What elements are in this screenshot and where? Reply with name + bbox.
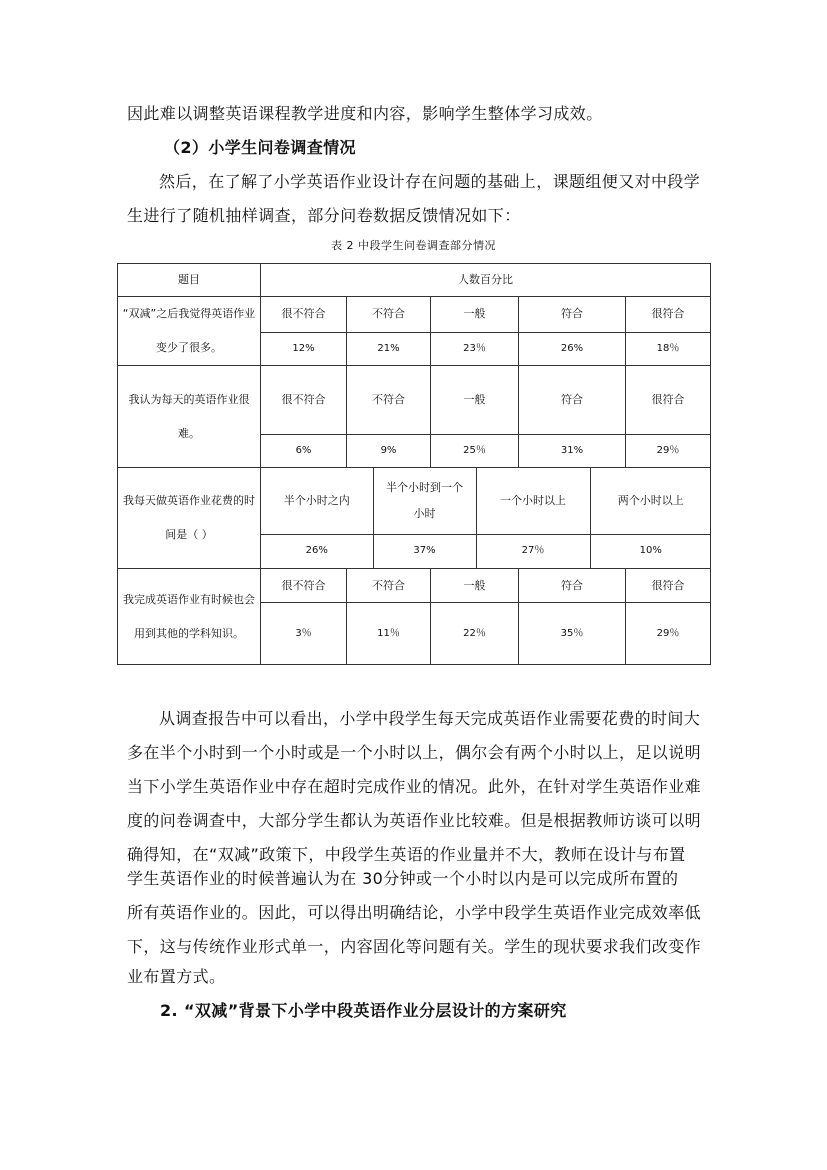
paragraph-line: 学生英语作业的时候普遍认为在 30分钟或一个小时以内是可以完成所布置的 — [127, 869, 679, 888]
question-cell: 我认为每天的英语作业很难。 — [118, 366, 261, 468]
value-cell: 10% — [590, 534, 711, 568]
table-row — [261, 468, 711, 534]
option-cell: 符合 — [519, 569, 626, 603]
option-cell: 不符合 — [347, 297, 431, 333]
option-cell: 很不符合 — [261, 366, 347, 435]
option-cell: 一般 — [431, 297, 519, 333]
time-options-cell — [261, 468, 711, 569]
time-options-table — [261, 468, 711, 568]
paragraph-line: 度的问卷调查中，大部分学生都认为英语作业比较难。但是根据教师访谈可以明 — [127, 811, 702, 830]
value-cell: 31% — [519, 435, 626, 468]
option-cell: 很符合 — [626, 366, 711, 435]
value-cell: 21% — [347, 332, 431, 366]
question-cell: 我每天做英语作业花费的时间是（ ） — [118, 468, 261, 569]
subsection-heading: （2）小学生问卷调查情况 — [164, 138, 356, 157]
section-heading: 2. “双减”背景下小学中段英语作业分层设计的方案研究 — [160, 1001, 567, 1020]
survey-table — [117, 263, 711, 665]
value-cell: 26% — [519, 332, 626, 366]
paragraph-line: 确得知，在“双减”政策下，中段学生英语的作业量并不大，教师在设计与布置 — [127, 845, 686, 864]
value-cell: 6% — [261, 435, 347, 468]
question-cell: 我完成英语作业有时候也会用到其他的学科知识。 — [118, 569, 261, 665]
option-cell: 不符合 — [347, 569, 431, 603]
value-cell: 9% — [347, 435, 431, 468]
value-cell: 27％ — [476, 534, 590, 568]
table-row — [261, 534, 711, 568]
paragraph-line: 业布置方式。 — [127, 967, 226, 986]
table-row — [118, 297, 711, 333]
paragraph-line: 下，这与传统作业形式单一，内容固化等问题有关。学生的现状要求我们改变作 — [127, 937, 702, 956]
paragraph-line: 所有英语作业的。因此，可以得出明确结论，小学中段学生英语作业完成效率低 — [127, 903, 702, 922]
option-cell: 一般 — [431, 569, 519, 603]
value-cell: 23％ — [431, 332, 519, 366]
paragraph-line: 多在半个小时到一个小时或是一个小时以上，偶尔会有两个小时以上，足以说明 — [127, 743, 702, 762]
option-cell: 很符合 — [626, 297, 711, 333]
option-cell: 很不符合 — [261, 297, 347, 333]
value-cell: 37% — [373, 534, 476, 568]
option-cell: 一个小时以上 — [476, 468, 590, 534]
table-row — [118, 468, 711, 569]
value-cell: 29％ — [626, 435, 711, 468]
table-row — [118, 569, 711, 603]
value-cell: 12% — [261, 332, 347, 366]
value-cell: 22％ — [431, 603, 519, 665]
header-percent: 人数百分比 — [261, 264, 711, 297]
option-cell: 不符合 — [347, 366, 431, 435]
question-cell: “双减”之后我觉得英语作业变少了很多。 — [118, 297, 261, 366]
header-topic: 题目 — [118, 264, 261, 297]
option-cell: 两个小时以上 — [590, 468, 711, 534]
value-cell: 25％ — [431, 435, 519, 468]
option-cell: 符合 — [519, 366, 626, 435]
value-cell: 18％ — [626, 332, 711, 366]
option-cell: 很符合 — [626, 569, 711, 603]
paragraph-line: 当下小学生英语作业中存在超时完成作业的情况。此外，在针对学生英语作业难 — [127, 777, 702, 796]
value-cell: 26% — [261, 534, 373, 568]
paragraph-line: 然后，在了解了小学英语作业设计存在问题的基础上，课题组便又对中段学 — [159, 172, 701, 191]
option-cell: 半个小时到一个小时 — [373, 468, 476, 534]
option-cell: 很不符合 — [261, 569, 347, 603]
paragraph-line: 生进行了随机抽样调查，部分问卷数据反馈情况如下： — [127, 206, 521, 225]
value-cell: 11％ — [347, 603, 431, 665]
value-cell: 29％ — [626, 603, 711, 665]
option-cell: 半个小时之内 — [261, 468, 373, 534]
table-caption: 表 2 中段学生问卷调查部分情况 — [331, 239, 496, 252]
option-cell: 一般 — [431, 366, 519, 435]
table-header-row — [118, 264, 711, 297]
value-cell: 3％ — [261, 603, 347, 665]
paragraph-line: 因此难以调整英语课程教学进度和内容，影响学生整体学习成效。 — [127, 104, 603, 123]
option-cell: 符合 — [519, 297, 626, 333]
value-cell: 35％ — [519, 603, 626, 665]
paragraph-line: 从调查报告中可以看出，小学中段学生每天完成英语作业需要花费的时间大 — [159, 709, 701, 728]
table-row — [118, 366, 711, 435]
